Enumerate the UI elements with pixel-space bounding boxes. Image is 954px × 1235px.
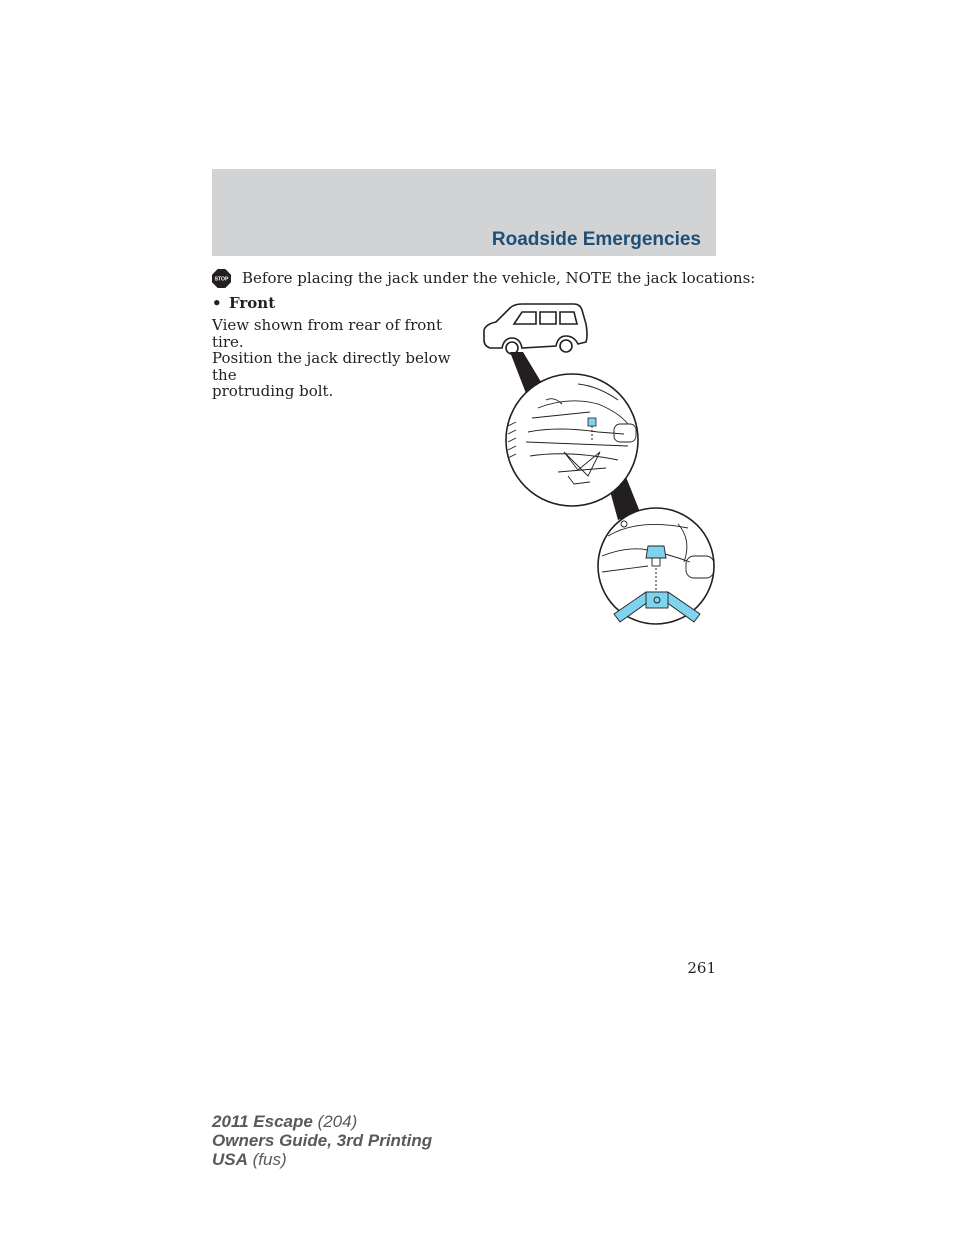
footer-market: USA <box>212 1150 248 1169</box>
footer <box>212 1112 432 1169</box>
footer-market-code: (fus) <box>252 1150 287 1169</box>
footer-line-1 <box>212 1112 432 1131</box>
suspension-detail-circle <box>506 374 638 506</box>
footer-line-2: Owners Guide, 3rd Printing <box>212 1131 433 1150</box>
instruction-text <box>212 317 462 400</box>
instruction-line: protruding bolt. <box>212 382 334 400</box>
note-text: Before placing the jack under the vehicle, NOTE the jack locations: <box>242 269 756 287</box>
stop-icon <box>212 269 231 288</box>
bullet-label: Front <box>229 294 276 312</box>
footer-model-code: (204) <box>317 1112 358 1131</box>
vehicle-icon <box>484 304 587 354</box>
header-band <box>212 169 716 256</box>
bullet-item <box>212 293 275 313</box>
jack-location-illustration <box>478 300 718 630</box>
stop-icon-label: STOP <box>214 276 229 283</box>
bullet-symbol: • <box>212 294 222 312</box>
instruction-line: View shown from rear of front tire. <box>212 316 442 351</box>
footer-line-3 <box>212 1150 432 1169</box>
page-number: 261 <box>687 959 716 977</box>
bolt-closeup-circle <box>598 508 714 624</box>
section-title: Roadside Emergencies <box>491 229 701 250</box>
instruction-line: Position the jack directly below the <box>212 349 451 384</box>
footer-model: 2011 Escape <box>212 1112 313 1131</box>
